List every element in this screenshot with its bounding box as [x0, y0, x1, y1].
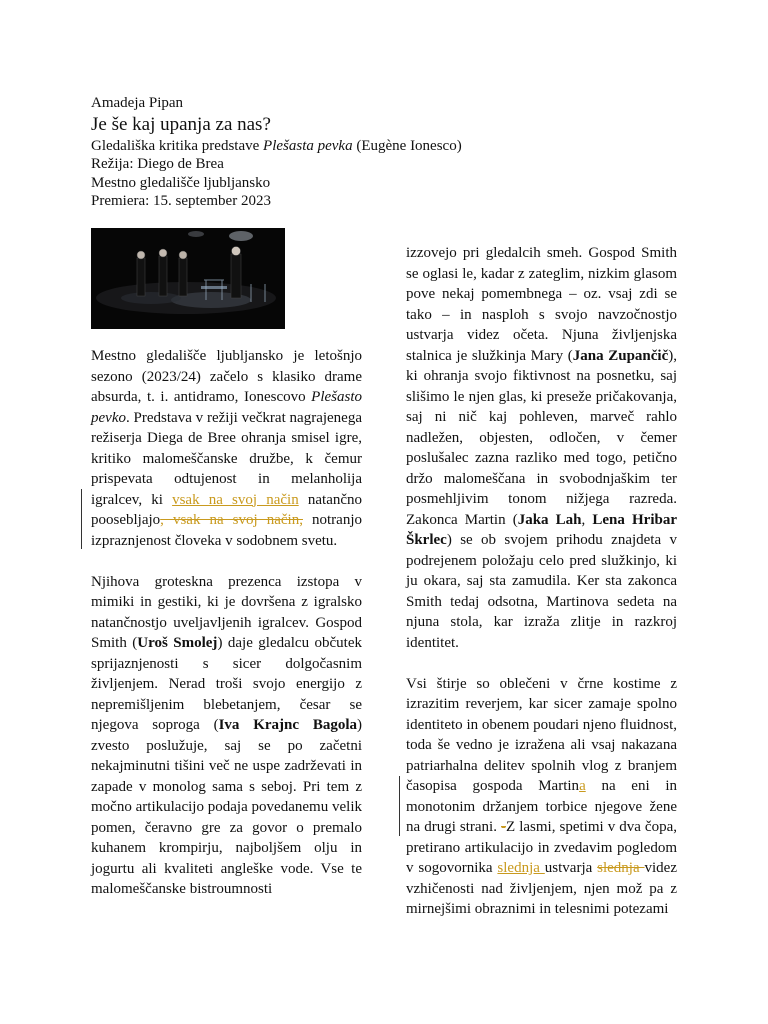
play-title: Plešasto pevko — [91, 389, 362, 426]
paragraph-text: ) se ob svojem prihodu znajdeta v podrejenem položaju celo pred služkinjo, ki ju okara, saj sta zamudila. Ker sta zakonca Smith tedaj odsotna, Martinova sedeta na njuna stola, kar izraža zlitje in razkroj identitet. — [406, 532, 677, 651]
change-bar — [399, 776, 400, 836]
actor-name: Lena Hribar Škrlec — [406, 511, 677, 548]
tracked-deletion[interactable]: - — [501, 819, 507, 835]
subtitle-text: Gledališka kritika predstave — [91, 137, 264, 154]
paragraph-text: Mestno gledališče ljubljansko je letošnjo sezono (2023/24) začelo s klasiko drame absurda, t. i. antidramo, Ionescovo — [91, 348, 362, 405]
paragraph — [91, 572, 362, 900]
stage-photo-image — [91, 228, 285, 329]
director-line: Režija: Diego de Brea — [91, 156, 224, 172]
paragraph-text: ) daje gledalcu občutek sprijaznjenosti s sicer dolgočasnim življenjem. Nerad troši svojo energijo z nepremišljenim blebetanjem, česar se njegova soproga ( — [91, 635, 363, 733]
tracked-deletion[interactable]: slednja — [597, 860, 645, 876]
paragraph-text: Vsi štirje so oblečeni v črne kostime z izrazitim reverjem, kar sicer zamaje spolno identiteto in obenem poudari njeno fluidnost, toda še vedno je izražena ali vsaj nakazana patriarhalna delitev spolnih vlog z branjem časopisa gospoda Martin — [406, 675, 677, 794]
change-bar — [81, 489, 82, 549]
paragraph-text: Njihova groteskna prezenca izstopa v mimiki in gestiki, ki je dovršena z igralsko natančnostjo uveljavljenih igralcev. Gospod Smith ( — [91, 573, 362, 651]
paragraph — [406, 243, 677, 653]
actor-name: Jana Zupančič — [572, 347, 669, 364]
subtitle-author: (Eugène Ionesco) — [352, 137, 462, 154]
actor-name: Uroš Smolej — [137, 635, 218, 651]
stage-photo — [91, 228, 285, 329]
left-column — [91, 346, 362, 900]
theatre-line: Mestno gledališče ljubljansko — [91, 174, 271, 191]
article-title: Je še kaj upanja za nas? — [91, 113, 271, 135]
paragraph-text: , — [581, 511, 593, 528]
actor-name: Jaka Lah — [517, 511, 582, 528]
tracked-insertion[interactable]: a — [579, 778, 586, 794]
paragraph-text: natančno poosebljajo — [91, 491, 363, 528]
right-column — [406, 243, 677, 920]
paragraph-text: ) zvesto poslužuje, saj se po začetni nekajminutni tišini več ne uspe zadrževati in zapade v monolog sama s seboj. Pri tem z močno artikulacijo podaja povedanemu velik pomen, čeravno gre za govor o premalo kuhanem krompirju, najboljšem olju in jogurtu ali kvaliteti angleške vode. Vse te malomeščanske bistroumnosti — [91, 717, 362, 897]
play-title: Plešasta pevka — [263, 137, 353, 154]
paragraph-text: ), ki ohranja svojo fiktivnost na posnetku, saj slišimo le njen glas, ki preseže pričakovanja, saj ni nič kaj pohleven, marveč rahlo nadležen, objesten, odločen, v čemer poslušalec zazna razliko med togo, petično držo malomeščana in svobodnjaškim ter posmehljivim tonom nižjega razreda. Zakonca Martin ( — [406, 347, 678, 528]
tracked-insertion[interactable]: vsak na svoj način — [172, 491, 299, 508]
document-header — [91, 94, 691, 211]
paragraph-text: videz vzhičenosti nad življenjem, njen mož pa z mirnejšimi obraznimi in telesnimi potezami — [406, 860, 677, 917]
paragraph-text: izzovejo pri gledalcih smeh. Gospod Smith se oglasi le, kadar z zateglim, nizkim glasom pove nekaj pomembnega – oz. vsaj zdi se tako – in nasploh s svojo navzočnostjo ustvarja videz očeta. Njuna življenjska stalnica je služkinja Mary ( — [406, 245, 677, 364]
paragraph-text: notranjo izpraznjenost človeka v sodobnem svetu. — [91, 512, 362, 549]
paragraph — [406, 674, 677, 920]
tracked-deletion[interactable]: , vsak na svoj način, — [160, 512, 303, 528]
premiere-line: Premiera: 15. september 2023 — [91, 193, 271, 209]
paragraph-text: na eni in monotonim držanjem torbice njegove žene na drugi strani. — [406, 778, 678, 835]
author-name: Amadeja Pipan — [91, 95, 184, 111]
article-subtitle — [91, 137, 691, 156]
paragraph-text: . Predstava v režiji večkrat nagrajenega režiserja Diega de Bree ohranja smisel igre, kritiko malomeščanske družbe, k čemur prispevata odtujenost in melanholija igralcev, ki — [91, 409, 362, 508]
paragraph-text: ustvarja — [544, 860, 598, 876]
paragraph — [91, 346, 362, 551]
paragraph-text: Z lasmi, spetimi v dva čopa, pretirano artikulacijo in zvedavim pogledom v sogovornika — [406, 819, 677, 876]
actor-name: Iva Krajnc Bagola — [218, 717, 357, 733]
tracked-insertion[interactable]: slednja — [497, 860, 545, 876]
